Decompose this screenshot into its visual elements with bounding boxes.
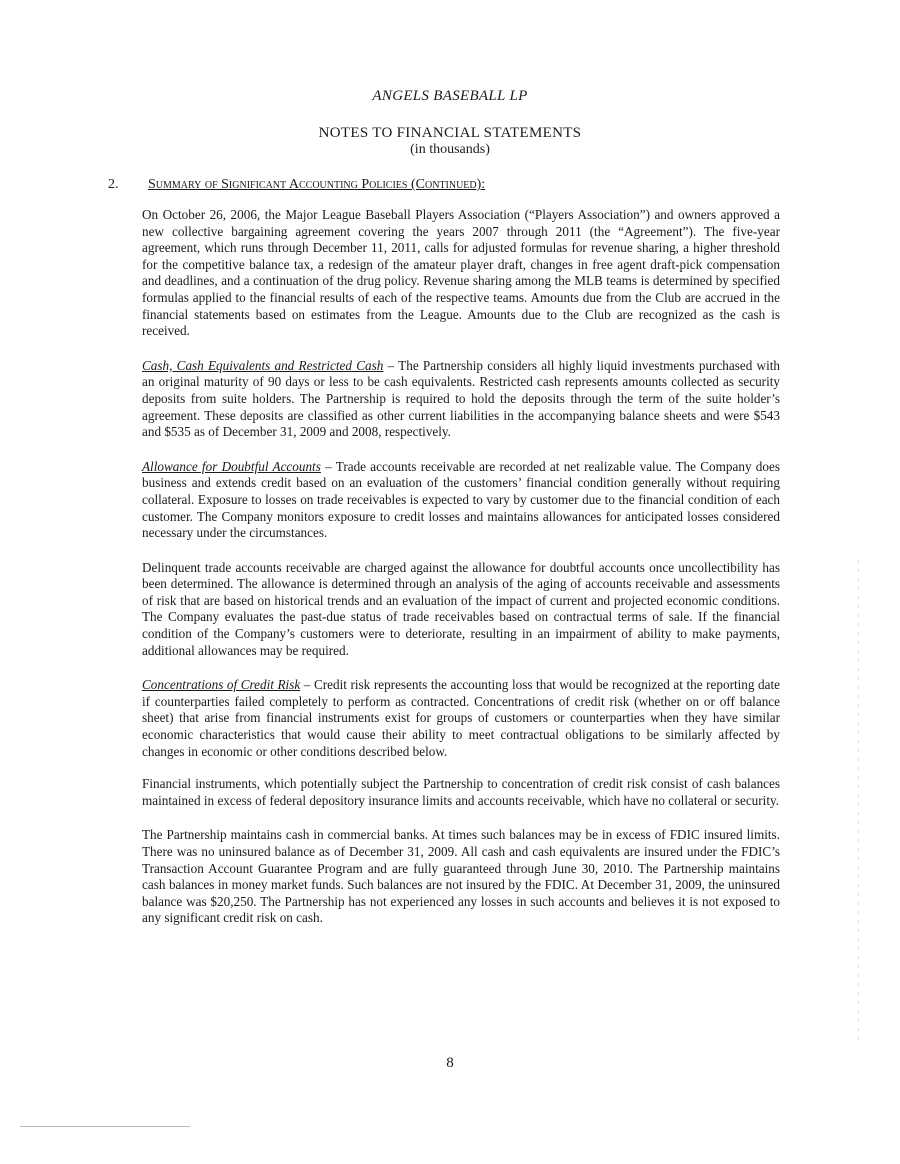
paragraph-cash-equivalents	[142, 358, 780, 441]
section-heading: Summary of Significant Accounting Policies (Continued):	[148, 177, 486, 192]
scan-edge-mark	[858, 560, 859, 1040]
page-title: NOTES TO FINANCIAL STATEMENTS	[318, 125, 582, 141]
paragraph-allowance-doubtful-accounts	[142, 459, 780, 542]
paragraph-text: On October 26, 2006, the Major League Baseball Players Association (“Players Association”) and owners approved a new collective bargaining agreement covering the years 2007 through 2011 (the “Agreement”). The five-year agreement, which runs through December 11, 2011, calls for adjusted formulas for revenue sharing, a higher threshold for the competitive balance tax, a redesign of the amateur player draft, changes in free agent draft-pick compensation and deadlines, and a continuation of the drug policy. Revenue sharing among the MLB teams is determined by specified formulas applied to the financial results of each of the respective teams. Amounts due from the Club are accrued in the financial statements based on estimates from the League. Amounts due to the Club are recognized as the cash is received.	[142, 207, 780, 339]
paragraph-text: The Partnership maintains cash in commercial banks. At times such balances may be in excess of FDIC insured limits. There was no uninsured balance as of December 31, 2009. All cash and cash equivalents are insured under the FDIC’s Transaction Account Guarantee Program and are fully guaranteed through June 30, 2010. The Partnership maintains cash balances in money market funds. Such balances are not insured by the FDIC. At December 31, 2009, the uninsured balance was $20,250. The Partnership has not experienced any losses in such accounts and believes it is not exposed to any significant credit risk on cash.	[142, 827, 780, 926]
policy-term: Allowance for Doubtful Accounts	[142, 458, 321, 474]
paragraph-text: Financial instruments, which potentially subject the Partnership to concentration of credit risk consist of cash balances maintained in excess of federal depository insurance limits and accounts receivable, which have no collateral or security.	[142, 776, 780, 808]
paragraph-concentrations-credit-risk	[142, 677, 780, 760]
paragraph-text: – Credit risk represents the accounting loss that would be recognized at the reporting date if counterparties failed completely to perform as contracted. Concentrations of credit risk (whether on or off balance sheet) that arise from financial instruments exist for groups of customers or counterparties when they have similar economic characteristics that would cause their ability to meet contractual obligations to be similarly affected by changes in economic or other conditions described below.	[142, 677, 781, 759]
paragraph-text: Delinquent trade accounts receivable are charged against the allowance for doubtful accounts once uncollectibility has been determined. The allowance is determined through an analysis of the aging of accounts receivable and assessments of risk that are based on historical trends and an evaluation of the impact of current and projected economic conditions. The Company evaluates the past-due status of trade receivables based on contractual terms of sale. If the financial condition of the Company’s customers were to deteriorate, resulting in an impairment of ability to make payments, additional allowances may be required.	[142, 559, 780, 658]
paragraph-text: – Trade accounts receivable are recorded at net realizable value. The Company does business and extends credit based on an evaluation of the customers’ financial condition generally without requiring collateral. Exposure to losses on trade receivables is expected to vary by customer due to the financial condition of each customer. The Company monitors exposure to credit losses and maintains allowances for anticipated losses considered necessary under the circumstances.	[142, 458, 780, 541]
paragraph-cba-agreement	[142, 207, 780, 340]
page-number: 8	[446, 1055, 454, 1071]
footer-rule	[20, 1126, 190, 1127]
paragraph-text: – The Partnership considers all highly liquid investments purchased with an original maturity of 90 days or less to be cash equivalents. Restricted cash represents amounts collected as security deposits from suite holders. The Partnership is required to hold the deposits through the term of the suite holder’s agreement. These deposits are classified as other current liabilities in the accompanying balance sheets and were $543 and $535 as of December 31, 2009 and 2008, respectively.	[142, 357, 780, 440]
policy-term: Concentrations of Credit Risk	[142, 677, 301, 693]
policy-term: Cash, Cash Equivalents and Restricted Cash	[142, 357, 384, 373]
section-number: 2.	[108, 177, 119, 192]
paragraph-commercial-banks	[142, 827, 780, 927]
notes-body	[142, 207, 780, 945]
company-name: ANGELS BASEBALL LP	[372, 88, 528, 104]
paragraph-financial-instruments	[142, 776, 780, 809]
paragraph-delinquent-receivables	[142, 560, 780, 660]
page-subtitle: (in thousands)	[410, 142, 490, 157]
